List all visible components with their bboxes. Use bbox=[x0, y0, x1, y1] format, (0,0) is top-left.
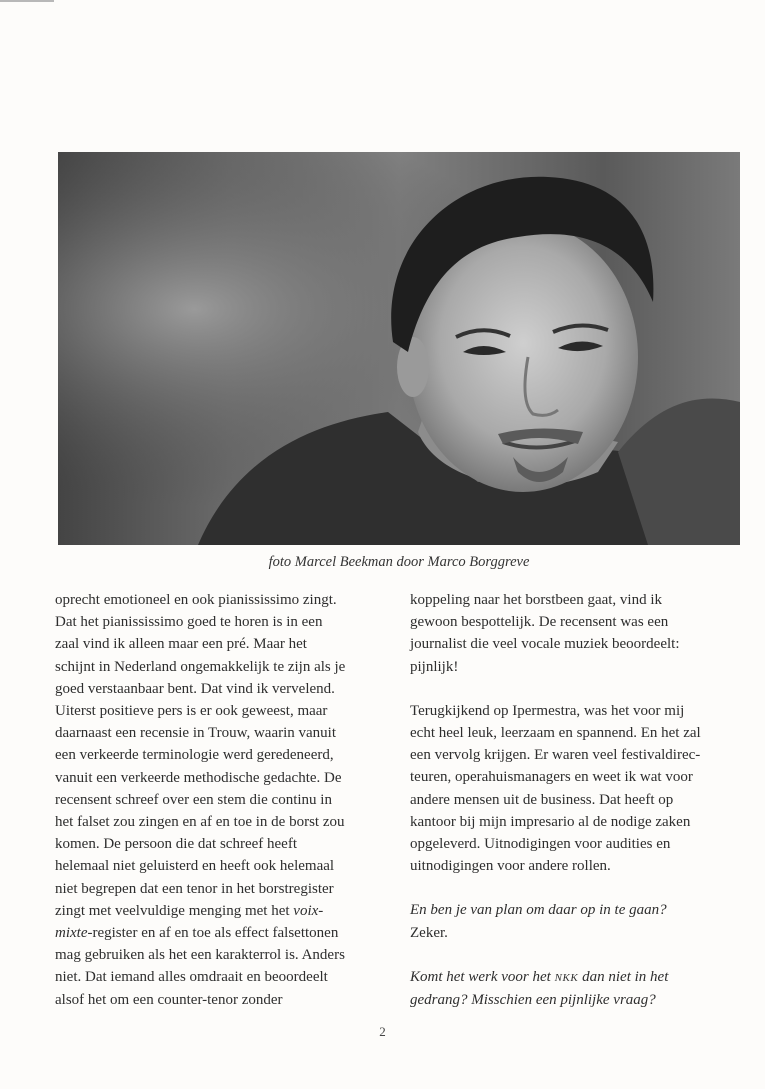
right-text-column bbox=[410, 589, 740, 1011]
text-line: kantoor bij mijn impresario al de nodige zaken bbox=[410, 813, 691, 830]
text-line: opgeleverd. Uitnodigingen voor audities en bbox=[410, 836, 671, 853]
text-line: vanuit een verkeerde methodische gedachte. De bbox=[55, 769, 342, 786]
text-line: Dat het pianississimo goed te horen is in een bbox=[55, 614, 323, 631]
text-segment: Komt het werk voor het bbox=[410, 968, 555, 985]
text-line: goed verstaanbaar bent. Dat vind ik vervelend. bbox=[55, 680, 335, 697]
text-line: zaal vind ik alleen maar een pré. Maar het bbox=[55, 636, 307, 653]
interview-question: En ben je van plan om daar op in te gaan? bbox=[410, 902, 667, 919]
abbreviation: NKK bbox=[554, 971, 579, 984]
text-line: niet. Dat iemand alles omdraait en beoordeelt bbox=[55, 969, 328, 986]
text-line: andere mensen uit de business. Dat heeft op bbox=[410, 791, 674, 808]
interview-question: gedrang? Misschien een pijnlijke vraag? bbox=[410, 992, 656, 1009]
text-line bbox=[55, 900, 373, 922]
interview-question bbox=[410, 966, 740, 989]
text-segment: zingt met veelvuldige menging met het bbox=[55, 902, 290, 919]
text-line: Terugkijkend op Ipermestra, was het voor mij bbox=[410, 702, 685, 719]
italic-term: mixte bbox=[55, 925, 88, 942]
text-segment: dan niet in het bbox=[578, 968, 669, 985]
text-line: het falset zou zingen en af en toe in de borst zou bbox=[55, 814, 345, 831]
text-line: oprecht emotioneel en ook pianississimo zingt. bbox=[55, 592, 337, 608]
text-line: teuren, operahuismanagers en weet ik wat voor bbox=[410, 769, 693, 786]
text-line: helemaal niet geluisterd en heeft ook helemaal bbox=[55, 858, 335, 875]
text-segment: -register en af en toe als effect falsettonen bbox=[87, 925, 339, 942]
text-line bbox=[55, 922, 373, 944]
italic-term: voix- bbox=[293, 902, 324, 919]
text-line: een vervolg krijgen. Er waren veel festivaldirec- bbox=[410, 747, 701, 764]
portrait-image bbox=[58, 152, 740, 545]
corner-mark bbox=[0, 0, 54, 2]
interview-answer: Zeker. bbox=[410, 924, 448, 941]
left-text-column bbox=[55, 589, 373, 1011]
paragraph-gap bbox=[410, 678, 740, 700]
text-line: uitnodigingen voor andere rollen. bbox=[410, 858, 611, 875]
text-line: Uiterst positieve pers is er ook geweest, maar bbox=[55, 703, 328, 720]
photo-caption: foto Marcel Beekman door Marco Borggreve bbox=[268, 554, 530, 570]
page-number: 2 bbox=[379, 1024, 386, 1039]
text-line: mag gebruiken als het een karakterrol is. Anders bbox=[55, 947, 345, 964]
text-line: niet begrepen dat een tenor in het borstregister bbox=[55, 880, 334, 897]
text-line: journalist die veel vocale muziek beoordeelt: bbox=[410, 636, 680, 653]
text-line: pijnlijk! bbox=[410, 658, 459, 675]
paragraph-gap bbox=[410, 944, 740, 966]
text-line: recensent schreef over een stem die continu in bbox=[55, 791, 332, 808]
portrait-photo bbox=[58, 152, 740, 545]
paragraph-gap bbox=[410, 877, 740, 899]
text-line: alsof het om een counter-tenor zonder bbox=[55, 991, 283, 1008]
text-line: gewoon bespottelijk. De recensent was een bbox=[410, 614, 669, 631]
text-line: echt heel leuk, leerzaam en spannend. En het zal bbox=[410, 725, 701, 742]
text-line: komen. De persoon die dat schreef heeft bbox=[55, 836, 297, 853]
text-line: een verkeerde terminologie werd geredeneerd, bbox=[55, 747, 334, 764]
text-line: daarnaast een recensie in Trouw, waarin vanuit bbox=[55, 725, 337, 742]
text-line: koppeling naar het borstbeen gaat, vind ik bbox=[410, 592, 663, 608]
text-line: schijnt in Nederland ongemakkelijk te zijn als je bbox=[55, 658, 346, 675]
